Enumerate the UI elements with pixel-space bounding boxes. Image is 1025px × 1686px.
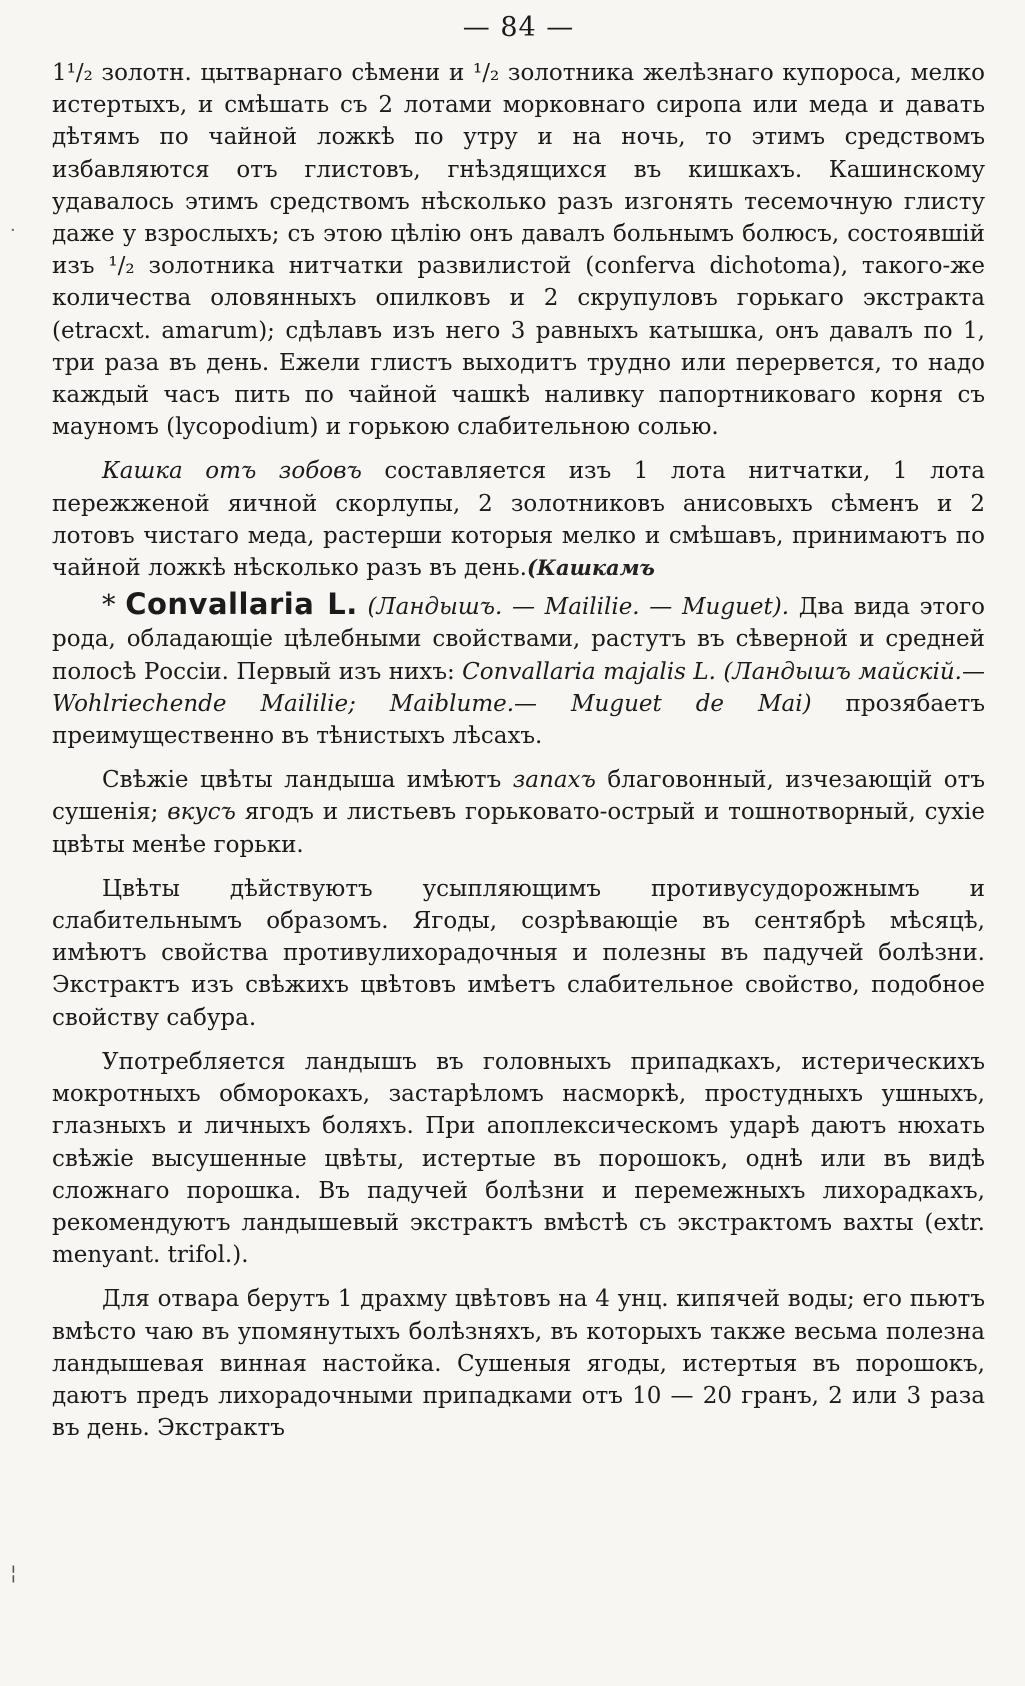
paragraph-action: Цвѣты дѣйствуютъ усыпляющимъ противусудорожнымъ и слабительнымъ образомъ. Ягоды, созрѣвающіе въ сентябрѣ мѣсяцѣ, имѣютъ свойства противулихорадочныя и полезны въ падучей болѣзни. Экстрактъ изъ свѣжихъ цвѣтовъ имѣетъ слабительное свойство, подобное свойству сабура. <box>52 875 985 1031</box>
paragraph-smell-taste <box>52 764 985 861</box>
smell-text-c: ягодъ и листьевъ горьковато-острый и тошнотворный, сухіе цвѣты менѣе горьки. <box>52 799 985 858</box>
paragraph-decoction: Для отвара берутъ 1 драхму цвѣтовъ на 4 унц. кипячей воды; его пьютъ вмѣсто чаю въ упомянутыхъ болѣзняхъ, въ которыхъ также весьма полезна ландышевая винная настойка. Сушеныя ягоды, истертыя въ порошокъ, даютъ предъ лихорадочными припадками отъ 10 — 20 гранъ, 2 или 3 раза въ день. Экстрактъ <box>52 1286 985 1442</box>
smell-text-a: Свѣжіе цвѣты ландыша имѣютъ <box>102 767 513 794</box>
asterisk-marker: * <box>102 590 116 622</box>
paragraph-usage: Употребляется ландышъ въ головныхъ припадкахъ, истерическихъ мокротныхъ обморокахъ, застарѣломъ насморкѣ, простудныхъ ушныхъ, глазныхъ и личныхъ боляхъ. При апоплексическомъ ударѣ даютъ нюхать свѣжіе высушенные цвѣты, истертые въ порошокъ, однѣ или въ видѣ сложнаго порошка. Въ падучей болѣзни и перемежныхъ лихорадкахъ, рекомендуютъ ландышевый экстрактъ вмѣстѣ съ экстрактомъ вахты (extr. menyant. trifol.). <box>52 1048 985 1269</box>
term-smell: запахъ <box>512 767 596 794</box>
genus-heading: Convallaria L. <box>125 587 358 622</box>
kashka-text: составляется изъ 1 лота нитчатки, 1 лота пережженой яичной скорлупы, 2 золотниковъ анисовыхъ сѣменъ и 2 лотовъ чистаго меда, растерши которыя мелко и смѣшавъ, принимаютъ по чайной ложкѣ нѣсколько разъ въ день. <box>52 458 985 582</box>
term-kashka: Кашка отъ зобовъ <box>102 458 362 485</box>
genus-synonyms: (Ландышъ. — Maililie. — Muguet). <box>367 594 790 621</box>
page-number: — 84 — <box>462 12 575 43</box>
margin-dot-mark: · <box>10 220 16 241</box>
smell-text-b: благовонный, изчезающій отъ сушенія; <box>52 767 985 826</box>
handwritten-note: (Кашкамъ <box>526 555 655 581</box>
convallaria-text-a: Два вида этого рода, обладающіе цѣлебными свойствами, растутъ въ сѣверной и средней полосѣ Россіи. Первый изъ нихъ: <box>52 594 986 685</box>
paragraph-kashka <box>52 455 985 584</box>
paragraph-convallaria <box>52 588 985 752</box>
species-name: Convallaria majalis L. (Ландышъ майскій.— Wohlriechende Maililie; Maiblume.— Muguet de Mai) <box>52 658 985 717</box>
convallaria-text-b: прозябаетъ преимущественно въ тѣнистыхъ лѣсахъ. <box>52 690 986 750</box>
term-taste: вкусъ <box>167 799 236 826</box>
margin-scan-mark: ¦ <box>10 1560 17 1584</box>
paragraph-glist-remedy: 1¹/₂ золотн. цытварнаго сѣмени и ¹/₂ золотника желѣзнаго купороса, мелко истертыхъ, и смѣшать съ 2 лотами морковнаго сиропа или меда и давать дѣтямъ по чайной ложкѣ по утру и на ночь, то этимъ средствомъ избавляются отъ глистовъ, гнѣздящихся въ кишкахъ. Кашинскому удавалось этимъ средствомъ нѣсколько разъ изгонять тесемочную глисту даже у взрослыхъ; съ этою цѣлію онъ давалъ больнымъ болюсъ, состоявшій изъ ¹/₂ золотника нитчатки развилистой (conferva dichotoma), такого-же количества оловянныхъ опилковъ и 2 скрупуловъ горькаго экстракта (etracxt. amarum); сдѣлавъ изъ него 3 равныхъ катышка, онъ давалъ по 1, три раза въ день. Ежели глистъ выходитъ трудно или перервется, то надо каждый часъ пить по чайной чашкѣ наливку папортниковаго корня съ мауномъ (lycopodium) и горькою слабительною солью. <box>52 60 985 441</box>
